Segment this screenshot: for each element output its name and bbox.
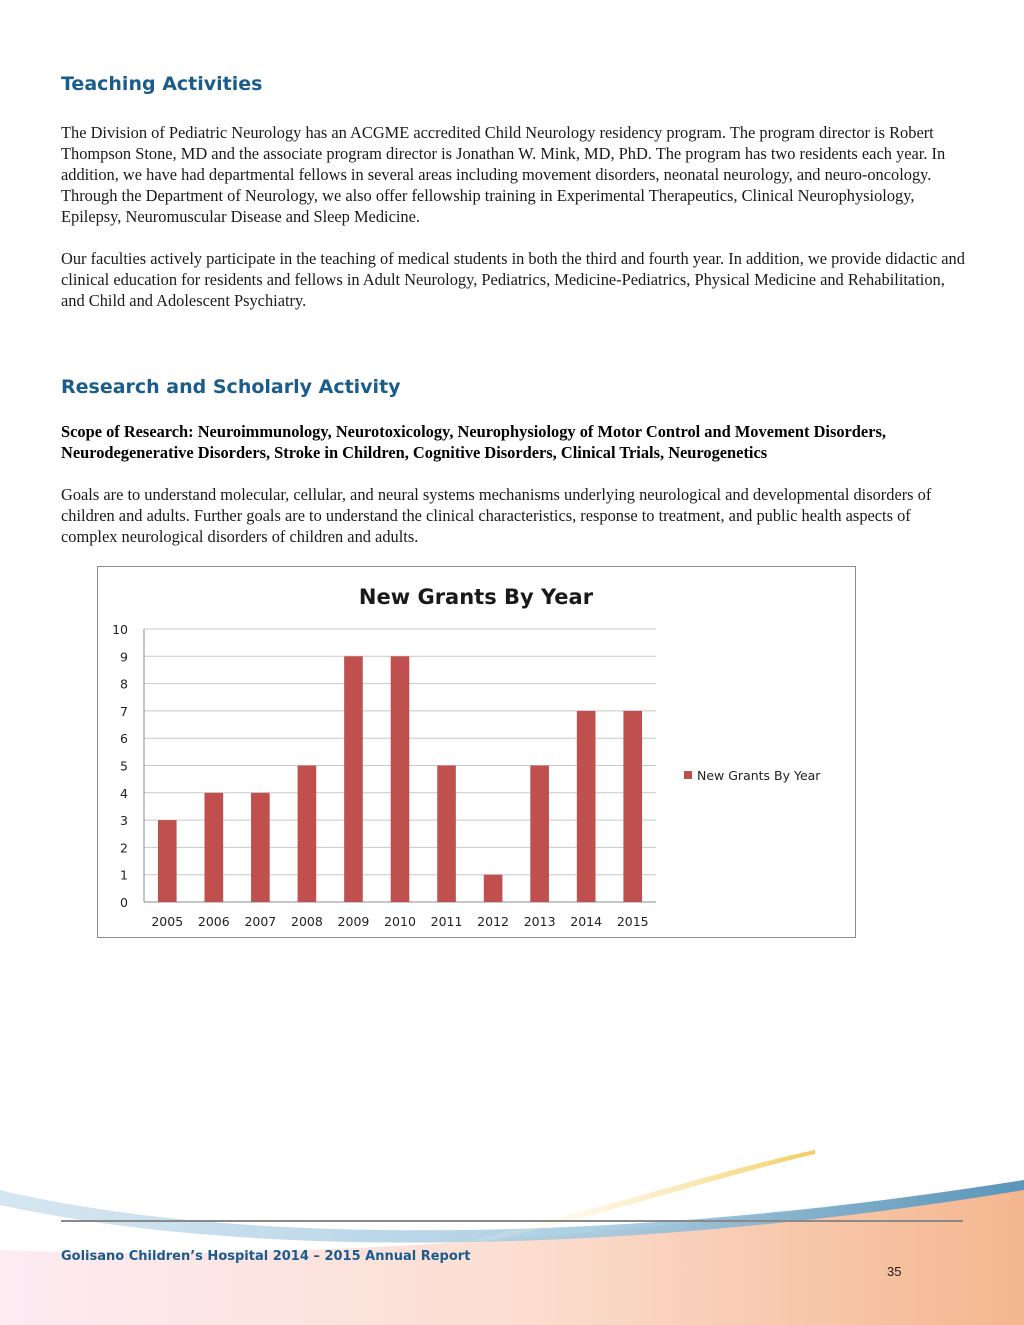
research-goals: Goals are to understand molecular, cellular, and neural systems mechanisms underlying neurological and developmental disorders of children and adults. Further goals are to understand the clinical characteristics, response to treatment, and public health aspects of complex neurological disorders of children and adults.: [61, 485, 932, 546]
y-tick-label-6: 6: [120, 731, 128, 747]
x-tick-label-2010: 2010: [384, 914, 416, 929]
grants-chart: [97, 566, 856, 938]
y-tick-label-10: 10: [112, 622, 128, 637]
x-tick-label-2009: 2009: [337, 914, 370, 929]
page-number: 35: [887, 1264, 902, 1279]
teaching-heading: Teaching Activities: [61, 73, 263, 95]
bar-2010: [391, 656, 410, 902]
y-tick-label-5: 5: [120, 758, 128, 774]
bar-2015: [623, 711, 642, 902]
grants-chart-svg: [98, 567, 855, 937]
x-tick-label-2013: 2013: [523, 914, 556, 929]
bar-2013: [530, 766, 549, 903]
teaching-paragraph-2: Our faculties actively participate in the teaching of medical students in both the third and fourth year. In addition, we provide didactic and clinical education for residents and fellows in Adult Neurology, Pediatrics, Medicine-Pediatrics, Physical Medicine and Rehabilitation, and Child and Adolescent Psychiatry.: [61, 249, 965, 310]
y-tick-label-3: 3: [120, 813, 128, 829]
legend-swatch: [684, 771, 692, 779]
footer-decoration: [0, 1130, 1024, 1325]
x-tick-label-2007: 2007: [244, 914, 277, 929]
teaching-paragraph-1: The Division of Pediatric Neurology has an ACGME accredited Child Neurology residency program. The program director is Robert Thompson Stone, MD and the associate program director is Jonathan W. Mink, MD, PhD. The program has two residents each year. In addition, we have had departmental fellows in several areas including movement disorders, neonatal neurology, and neuro-oncology. Through the Department of Neurology, we also offer fellowship training in Experimental Therapeutics, Clinical Neurophysiology, Epilepsy, Neuromuscular Disease and Sleep Medicine.: [61, 123, 946, 226]
bar-2006: [205, 793, 224, 902]
footer-divider: [61, 1220, 963, 1222]
x-tick-label-2006: 2006: [197, 914, 230, 929]
x-tick-label-2014: 2014: [570, 914, 603, 929]
bar-2009: [344, 656, 363, 902]
y-tick-label-8: 8: [120, 676, 128, 692]
x-tick-label-2011: 2011: [430, 914, 463, 929]
bar-2007: [251, 793, 270, 902]
x-tick-label-2005: 2005: [151, 914, 184, 929]
x-tick-label-2015: 2015: [616, 914, 649, 929]
research-heading: Research and Scholarly Activity: [61, 376, 401, 398]
bar-2005: [158, 820, 177, 902]
chart-title: New Grants By Year: [358, 585, 594, 609]
footer-report-title: Golisano Children’s Hospital 2014 – 2015 Annual Report: [61, 1249, 471, 1264]
y-tick-label-1: 1: [120, 867, 128, 883]
research-scope: Scope of Research: Neuroimmunology, Neurotoxicology, Neurophysiology of Motor Control and Movement Disorders, Neurodegenerative Disorders, Stroke in Children, Cognitive Disorders, Clinical Trials, Neurogenetics: [61, 422, 886, 462]
legend-label: New Grants By Year: [697, 768, 821, 783]
bar-2008: [298, 766, 317, 903]
y-tick-label-7: 7: [120, 703, 128, 719]
bar-2014: [577, 711, 596, 902]
y-tick-label-4: 4: [120, 785, 128, 801]
bar-2011: [437, 766, 456, 903]
bar-2012: [484, 875, 503, 902]
x-tick-label-2012: 2012: [477, 914, 509, 929]
y-tick-label-9: 9: [120, 649, 128, 665]
y-tick-label-0: 0: [120, 895, 128, 910]
y-tick-label-2: 2: [120, 840, 128, 856]
x-tick-label-2008: 2008: [291, 914, 323, 929]
